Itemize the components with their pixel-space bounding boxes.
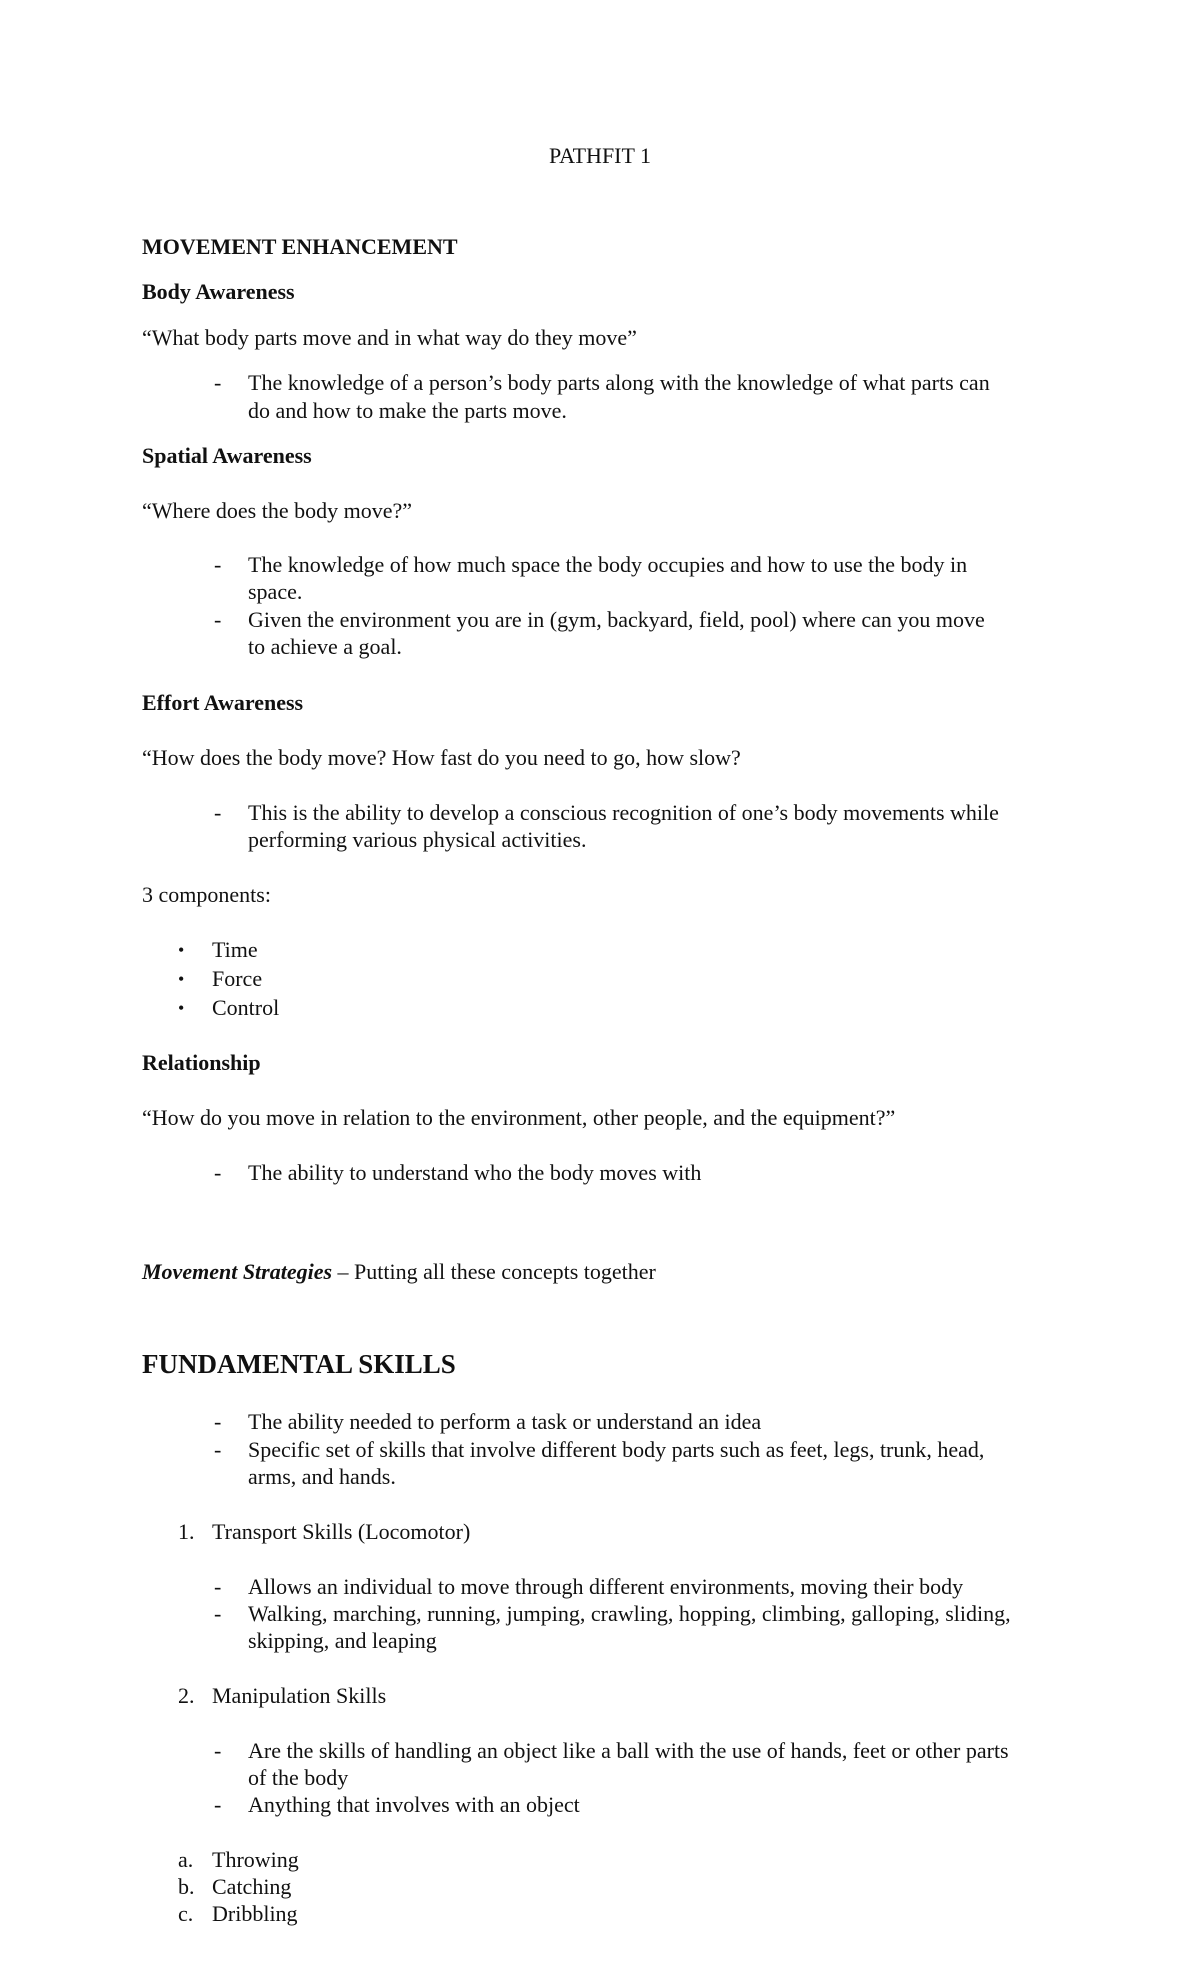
spatial-point-2-line-2: to achieve a goal. (248, 634, 402, 659)
sub-item-dribbling: Dribbling (212, 1901, 298, 1926)
question-effort-awareness: “How does the body move? How fast do you need to go, how slow? (142, 745, 741, 770)
fundamental-point-2-line-1: Specific set of skills that involve different body parts such as feet, legs, trunk, head, (248, 1437, 985, 1462)
fundamental-point-1: The ability needed to perform a task or understand an idea (248, 1409, 762, 1434)
movement-strategies-label: Movement Strategies (142, 1259, 333, 1284)
body-awareness-point-1-line-2: do and how to make the parts move. (248, 398, 567, 423)
bullet-marker: • (178, 940, 185, 960)
movement-strategies-text: – Putting all these concepts together (332, 1259, 656, 1284)
dash-marker: - (214, 552, 222, 577)
manipulation-point-2: Anything that involves with an object (248, 1792, 580, 1817)
question-spatial-awareness: “Where does the body move?” (142, 498, 412, 523)
relationship-point-1: The ability to understand who the body moves with (248, 1160, 702, 1185)
dash-marker: - (214, 607, 222, 632)
question-relationship: “How do you move in relation to the environment, other people, and the equipment?” (142, 1105, 896, 1130)
heading-spatial-awareness: Spatial Awareness (142, 443, 312, 468)
sub-item-throwing: Throwing (212, 1847, 299, 1872)
page-title: PATHFIT 1 (548, 143, 652, 168)
manipulation-point-1-line-1: Are the skills of handling an object like a ball with the use of hands, feet or other parts (248, 1738, 1009, 1763)
effort-point-1-line-1: This is the ability to develop a conscious recognition of one’s body movements while (248, 800, 999, 825)
dash-marker: - (214, 800, 222, 825)
sub-item-catching: Catching (212, 1874, 292, 1899)
sub-item-letter: c. (178, 1901, 194, 1926)
spatial-point-1-line-2: space. (248, 579, 303, 604)
effort-point-1-line-2: performing various physical activities. (248, 827, 587, 852)
section-title-movement-enhancement: MOVEMENT ENHANCEMENT (142, 234, 458, 259)
component-item: Force (212, 966, 263, 991)
item-number: 2. (178, 1683, 195, 1708)
item-number: 1. (178, 1519, 195, 1544)
dash-marker: - (214, 1160, 222, 1185)
dash-marker: - (214, 1437, 222, 1462)
item-label-manipulation-skills: Manipulation Skills (212, 1683, 387, 1708)
dash-marker: - (214, 1574, 222, 1599)
item-label-transport-skills: Transport Skills (Locomotor) (212, 1519, 471, 1544)
transport-point-1: Allows an individual to move through different environments, moving their body (248, 1574, 964, 1599)
heading-effort-awareness: Effort Awareness (142, 690, 304, 715)
movement-strategies-line (142, 1258, 656, 1286)
component-item: Time (212, 937, 258, 962)
component-item: Control (212, 995, 280, 1020)
bullet-marker: • (178, 969, 185, 989)
components-label: 3 components: (142, 882, 271, 907)
heading-relationship: Relationship (142, 1050, 261, 1075)
question-body-awareness: “What body parts move and in what way do they move” (142, 325, 637, 350)
fundamental-point-2-line-2: arms, and hands. (248, 1464, 396, 1489)
dash-marker: - (214, 1738, 222, 1763)
sub-item-letter: b. (178, 1874, 195, 1899)
manipulation-point-1-line-2: of the body (248, 1765, 349, 1790)
section-title-fundamental-skills: FUNDAMENTAL SKILLS (142, 1349, 456, 1379)
dash-marker: - (214, 370, 222, 395)
sub-item-letter: a. (178, 1847, 194, 1872)
bullet-marker: • (178, 998, 185, 1018)
dash-marker: - (214, 1601, 222, 1626)
spatial-point-1-line-1: The knowledge of how much space the body occupies and how to use the body in (248, 552, 968, 577)
heading-body-awareness: Body Awareness (142, 279, 295, 304)
transport-point-2-line-1: Walking, marching, running, jumping, crawling, hopping, climbing, galloping, sliding, (248, 1601, 1011, 1626)
transport-point-2-line-2: skipping, and leaping (248, 1628, 437, 1653)
dash-marker: - (214, 1409, 222, 1434)
body-awareness-point-1-line-1: The knowledge of a person’s body parts along with the knowledge of what parts can (248, 370, 990, 395)
dash-marker: - (214, 1792, 222, 1817)
spatial-point-2-line-1: Given the environment you are in (gym, backyard, field, pool) where can you move (248, 607, 985, 632)
